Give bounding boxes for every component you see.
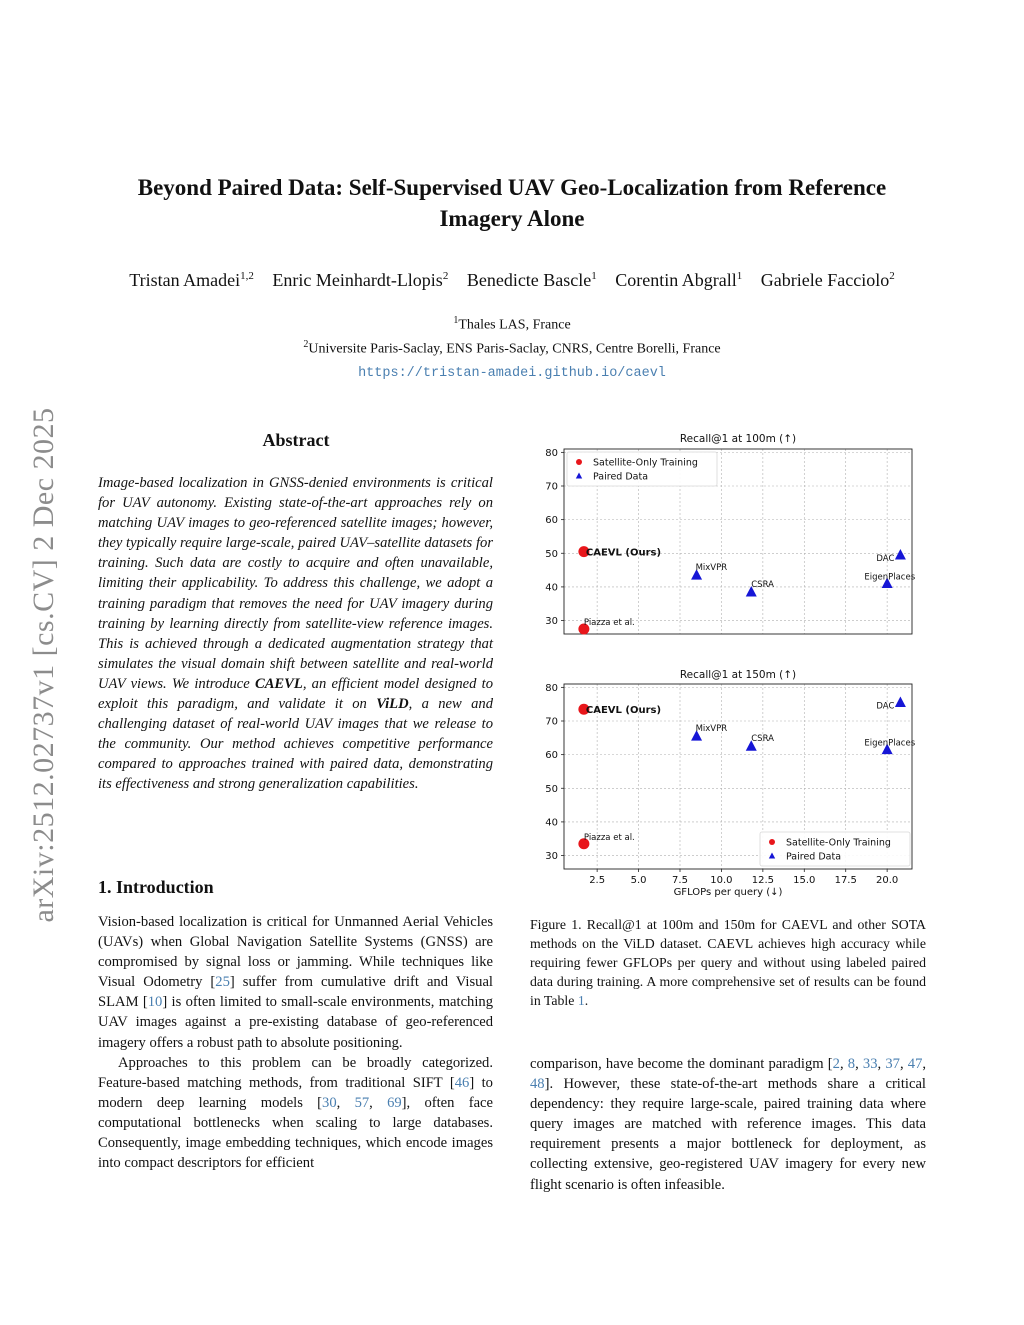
text-run: ] is often limited to small-scale environments, matching UAV images against a pre-existing database of geo-referenced imagery offers a robust path to absolute positioning. (98, 994, 493, 1051)
y-tick-label: 70 (545, 716, 558, 728)
y-tick-label: 60 (545, 750, 558, 762)
citation-link[interactable]: 46 (454, 1074, 470, 1091)
table-ref-link[interactable]: 1 (577, 993, 585, 1008)
text-run: Approaches to this problem can be broadly categorized. Feature-based matching methods, from traditional SIFT [ (98, 1054, 493, 1091)
title-line-2: Imagery Alone (439, 206, 585, 231)
text-run: ] to modern deep learning models [ (98, 1074, 493, 1111)
citation-link[interactable]: 10 (147, 994, 163, 1011)
point-marker-triangle (895, 549, 906, 560)
chart-title: Recall@1 at 150m (↑) (679, 669, 797, 681)
text-run: ], often face computational bottlenecks when scaling to large databases. Consequently, image embedding techniques, which encode images into compact descriptors for efficient (98, 1094, 493, 1172)
citation-link[interactable]: 33 (862, 1056, 878, 1072)
introduction-text (98, 912, 493, 1173)
y-tick-label: 40 (545, 817, 558, 829)
text-run: , (922, 1056, 927, 1072)
affiliation-2 (100, 339, 924, 358)
intro-paragraph-2 (98, 1053, 493, 1174)
paper-title (100, 172, 924, 234)
point-label: CSRA (751, 734, 774, 745)
abstract-heading: Abstract (262, 430, 330, 450)
citation-link[interactable]: 30 (322, 1094, 337, 1111)
arxiv-sidebar (14, 380, 74, 950)
point-label: CSRA (751, 579, 774, 590)
vild-name: ViLD (376, 696, 409, 713)
x-tick-label: 10.0 (710, 875, 733, 886)
legend-marker-circle (769, 839, 775, 845)
x-tick-label: 2.5 (589, 875, 606, 886)
text-run: ]. However, these state-of-the-art methods share a critical dependency: they require large-scale, paired training data where query images are matched with reference images. This data requirement presents a major bottleneck for deployment, as collecting extensive, geo-registered UAV imagery for every new flight scenario is often infeasible. (530, 1076, 926, 1193)
affiliation-mark: 1 (453, 315, 459, 326)
point-label: Piazza et al. (583, 617, 635, 628)
y-tick-label: 60 (545, 515, 558, 527)
citation-link[interactable]: 2 (832, 1056, 840, 1072)
right-column-text (530, 1054, 926, 1195)
author-affil-mark: 1 (591, 270, 597, 282)
text-run: , (899, 1056, 908, 1072)
y-tick-label: 70 (545, 481, 558, 493)
author-name: Corentin Abgrall (615, 270, 737, 290)
author-list (60, 270, 964, 291)
legend-label: Paired Data (593, 471, 649, 483)
citation-link[interactable]: 47 (907, 1056, 923, 1072)
author (272, 270, 448, 290)
affiliation-text: Universite Paris-Saclay, ENS Paris-Saclay, CNRS, Centre Borelli, France (308, 341, 721, 357)
author-name: Benedicte Bascle (466, 270, 592, 290)
abstract-part: Image-based localization in GNSS-denied environments is critical for UAV autonomy. Existing state-of-the-art approaches rely on matching UAV images to geo-referenced satellite images; however, they typically require large-scale, paired UAV–satellite datasets for training. Such data are costly to acquire and often unavailable, limiting their applicability. To address this challenge, we adopt a training paradigm that removes the need for UAV imagery during training by learning directly from satellite-view reference images. This is achieved through a dedicated augmentation strategy that simulates the visual domain shift between satellite and real-world UAV views. We introduce (98, 475, 493, 692)
citation-link[interactable]: 25 (215, 974, 230, 991)
author (467, 270, 597, 290)
figure-1 (530, 430, 930, 900)
author-name: Enric Meinhardt-Llopis (272, 270, 443, 290)
legend-label: Satellite-Only Training (786, 837, 891, 849)
text-run: Vision-based localization is critical for Unmanned Aerial Vehicles (UAVs) when Global Navigation Satellite Systems (GNSS) are compromised by signal loss or jamming. While techniques like Visual Odometry [ (98, 914, 493, 991)
y-tick-label: 40 (545, 582, 558, 594)
citation-link[interactable]: 37 (885, 1056, 900, 1072)
text-run: , (369, 1094, 388, 1111)
abstract-part: , a new and challenging dataset of real-world UAV images that we release to the community. Our method achieves competitive performance compared to approaches trained with paired data, demonstrating its effectiveness and strong generalization capabilities. (98, 696, 493, 793)
point-label: MixVPR (695, 724, 728, 735)
point-marker-triangle (895, 697, 906, 708)
affiliation-mark: 2 (303, 339, 309, 350)
introduction-heading: 1. Introduction (98, 877, 214, 897)
x-tick-label: 5.0 (630, 875, 647, 886)
x-tick-label: 20.0 (876, 875, 899, 886)
legend-label: Satellite-Only Training (593, 457, 698, 469)
x-tick-label: 17.5 (834, 875, 857, 886)
affiliation-1 (100, 315, 924, 334)
author-name: Gabriele Facciolo (760, 270, 890, 290)
point-label: CAEVL (Ours) (585, 705, 662, 717)
point-label: EigenPlaces (864, 572, 916, 583)
caption-text: . (584, 993, 589, 1008)
project-url-link[interactable]: https://tristan-amadei.github.io/caevl (358, 366, 666, 381)
text-run: , (855, 1056, 863, 1072)
author-affil-mark: 1 (736, 270, 743, 282)
figure-1-plots (530, 430, 930, 900)
author-affil-mark: 1,2 (240, 270, 254, 282)
y-tick-label: 50 (545, 783, 558, 795)
author-name: Tristan Amadei (129, 270, 241, 290)
point-label: CAEVL (Ours) (585, 547, 662, 559)
text-run: , (877, 1056, 886, 1072)
citation-link[interactable]: 8 (847, 1056, 856, 1072)
y-tick-label: 80 (545, 447, 558, 459)
point-label: EigenPlaces (864, 738, 916, 749)
citation-link[interactable]: 48 (530, 1076, 545, 1093)
y-tick-label: 30 (545, 616, 558, 628)
point-label: DAC (876, 701, 895, 712)
caevl-name: CAEVL (254, 675, 303, 692)
abstract-part: , an efficient model designed to exploit this paradigm, and validate it on (98, 675, 493, 713)
point-label: DAC (876, 553, 895, 564)
point-label: Piazza et al. (583, 832, 635, 843)
affiliation-text: Thales LAS, France (458, 317, 571, 333)
caption-text: Figure 1. Recall@1 at 100m and 150m for CAEVL and other SOTA methods on the ViLD dataset. CAEVL achieves high accuracy while requiring fewer GFLOPs per query and without using labeled paired data during training. A more comprehensive set of results can be found in Table (530, 917, 926, 1008)
text-run: comparison, have become the dominant paradigm [ (530, 1056, 833, 1072)
y-tick-label: 80 (545, 682, 558, 694)
intro-paragraph-1 (98, 912, 493, 1053)
point-label: MixVPR (695, 563, 728, 574)
y-tick-label: 50 (545, 548, 558, 560)
title-line-1: Beyond Paired Data: Self-Supervised UAV Geo-Localization from Reference (137, 175, 887, 200)
legend-marker-circle (576, 459, 582, 465)
author (129, 270, 254, 290)
y-tick-label: 30 (545, 851, 558, 863)
citation-link[interactable]: 57 (354, 1094, 370, 1111)
legend-label: Paired Data (786, 851, 842, 863)
author-affil-mark: 2 (889, 270, 895, 282)
author-affil-mark: 2 (442, 270, 449, 282)
figure-1-caption (530, 915, 926, 1010)
author (615, 270, 742, 290)
author (761, 270, 895, 290)
x-tick-label: 15.0 (793, 875, 816, 886)
x-tick-label: 12.5 (751, 875, 774, 886)
abstract-text (98, 473, 493, 795)
text-run: , (336, 1094, 355, 1111)
x-tick-label: 7.5 (672, 875, 688, 886)
x-axis-label: GFLOPs per query (↓) (673, 887, 783, 898)
text-run: , (839, 1056, 848, 1072)
citation-link[interactable]: 69 (387, 1094, 402, 1111)
text-run: ] suffer from cumulative drift and Visual SLAM [ (98, 974, 493, 1011)
arxiv-identifier: arXiv:2512.02737v1 [cs.CV] 2 Dec 2025 (27, 407, 60, 923)
chart-title: Recall@1 at 100m (↑) (679, 433, 797, 445)
